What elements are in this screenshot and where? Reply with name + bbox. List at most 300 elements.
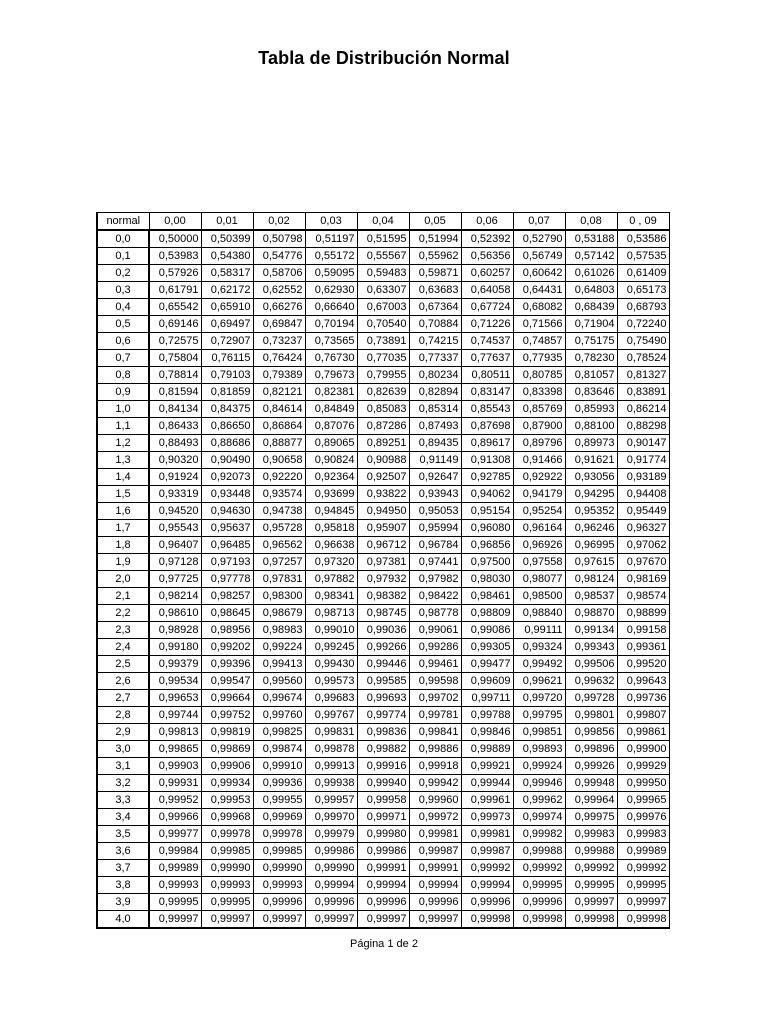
z-value-cell: 3,9 xyxy=(97,894,149,911)
probability-cell: 0,99720 xyxy=(513,690,565,707)
probability-cell: 0,74215 xyxy=(409,333,461,350)
probability-cell: 0,92073 xyxy=(201,469,253,486)
probability-cell: 0,77035 xyxy=(357,350,409,367)
probability-cell: 0,97500 xyxy=(461,554,513,571)
probability-cell: 0,98257 xyxy=(201,588,253,605)
probability-cell: 0,99585 xyxy=(357,673,409,690)
probability-cell: 0,99461 xyxy=(409,656,461,673)
column-header: 0,06 xyxy=(461,213,513,231)
probability-cell: 0,73891 xyxy=(357,333,409,350)
probability-cell: 0,84849 xyxy=(305,401,357,418)
probability-cell: 0,99807 xyxy=(617,707,669,724)
probability-cell: 0,99111 xyxy=(513,622,565,639)
probability-cell: 0,99995 xyxy=(201,894,253,911)
probability-cell: 0,99889 xyxy=(461,741,513,758)
probability-cell: 0,77337 xyxy=(409,350,461,367)
probability-cell: 0,99813 xyxy=(149,724,201,741)
probability-cell: 0,99997 xyxy=(149,911,201,929)
probability-cell: 0,86864 xyxy=(253,418,305,435)
probability-cell: 0,99989 xyxy=(149,860,201,877)
probability-cell: 0,99728 xyxy=(565,690,617,707)
table-row xyxy=(97,894,669,911)
z-value-cell: 4,0 xyxy=(97,911,149,929)
probability-cell: 0,90824 xyxy=(305,452,357,469)
probability-cell: 0,84134 xyxy=(149,401,201,418)
probability-cell: 0,89617 xyxy=(461,435,513,452)
probability-cell: 0,97062 xyxy=(617,537,669,554)
probability-cell: 0,95154 xyxy=(461,503,513,520)
probability-cell: 0,99946 xyxy=(513,775,565,792)
probability-cell: 0,54380 xyxy=(201,248,253,265)
probability-cell: 0,99711 xyxy=(461,690,513,707)
probability-cell: 0,62552 xyxy=(253,282,305,299)
probability-cell: 0,83398 xyxy=(513,384,565,401)
table-row xyxy=(97,333,669,350)
probability-cell: 0,70884 xyxy=(409,316,461,333)
probability-cell: 0,85314 xyxy=(409,401,461,418)
probability-cell: 0,99988 xyxy=(513,843,565,860)
probability-cell: 0,53983 xyxy=(149,248,201,265)
probability-cell: 0,96926 xyxy=(513,537,565,554)
probability-cell: 0,98778 xyxy=(409,605,461,622)
probability-cell: 0,99916 xyxy=(357,758,409,775)
probability-cell: 0,99996 xyxy=(513,894,565,911)
probability-cell: 0,95449 xyxy=(617,503,669,520)
probability-cell: 0,99929 xyxy=(617,758,669,775)
table-row xyxy=(97,724,669,741)
probability-cell: 0,99760 xyxy=(253,707,305,724)
probability-cell: 0,99984 xyxy=(149,843,201,860)
probability-cell: 0,99942 xyxy=(409,775,461,792)
table-row xyxy=(97,639,669,656)
z-value-cell: 3,3 xyxy=(97,792,149,809)
probability-cell: 0,98382 xyxy=(357,588,409,605)
probability-cell: 0,99674 xyxy=(253,690,305,707)
probability-cell: 0,84375 xyxy=(201,401,253,418)
probability-cell: 0,88100 xyxy=(565,418,617,435)
probability-cell: 0,97193 xyxy=(201,554,253,571)
probability-cell: 0,61409 xyxy=(617,265,669,282)
probability-cell: 0,77637 xyxy=(461,350,513,367)
probability-cell: 0,98713 xyxy=(305,605,357,622)
probability-cell: 0,91621 xyxy=(565,452,617,469)
probability-cell: 0,99966 xyxy=(149,809,201,826)
probability-cell: 0,93574 xyxy=(253,486,305,503)
table-row xyxy=(97,707,669,724)
probability-cell: 0,99683 xyxy=(305,690,357,707)
z-value-cell: 0,1 xyxy=(97,248,149,265)
probability-cell: 0,99158 xyxy=(617,622,669,639)
column-header: 0,02 xyxy=(253,213,305,231)
probability-cell: 0,99856 xyxy=(565,724,617,741)
probability-cell: 0,99983 xyxy=(565,826,617,843)
probability-cell: 0,99801 xyxy=(565,707,617,724)
z-value-cell: 1,8 xyxy=(97,537,149,554)
probability-cell: 0,99975 xyxy=(565,809,617,826)
z-value-cell: 1,1 xyxy=(97,418,149,435)
probability-cell: 0,95994 xyxy=(409,520,461,537)
probability-cell: 0,53188 xyxy=(565,230,617,248)
table-row xyxy=(97,622,669,639)
probability-cell: 0,53586 xyxy=(617,230,669,248)
table-row xyxy=(97,282,669,299)
probability-cell: 0,99971 xyxy=(357,809,409,826)
probability-cell: 0,99396 xyxy=(201,656,253,673)
probability-cell: 0,99913 xyxy=(305,758,357,775)
probability-cell: 0,99836 xyxy=(357,724,409,741)
probability-cell: 0,99981 xyxy=(461,826,513,843)
z-value-cell: 0,3 xyxy=(97,282,149,299)
probability-cell: 0,99982 xyxy=(513,826,565,843)
probability-cell: 0,59871 xyxy=(409,265,461,282)
probability-cell: 0,96327 xyxy=(617,520,669,537)
probability-cell: 0,74857 xyxy=(513,333,565,350)
probability-cell: 0,96995 xyxy=(565,537,617,554)
probability-cell: 0,76115 xyxy=(201,350,253,367)
probability-cell: 0,88493 xyxy=(149,435,201,452)
probability-cell: 0,55962 xyxy=(409,248,461,265)
z-value-cell: 2,1 xyxy=(97,588,149,605)
probability-cell: 0,99788 xyxy=(461,707,513,724)
probability-cell: 0,99996 xyxy=(409,894,461,911)
probability-cell: 0,99991 xyxy=(409,860,461,877)
probability-cell: 0,82894 xyxy=(409,384,461,401)
table-row xyxy=(97,316,669,333)
probability-cell: 0,90658 xyxy=(253,452,305,469)
probability-cell: 0,92220 xyxy=(253,469,305,486)
table-row xyxy=(97,350,669,367)
probability-cell: 0,81594 xyxy=(149,384,201,401)
probability-cell: 0,62930 xyxy=(305,282,357,299)
probability-cell: 0,99547 xyxy=(201,673,253,690)
probability-cell: 0,99978 xyxy=(253,826,305,843)
probability-cell: 0,96856 xyxy=(461,537,513,554)
probability-cell: 0,60257 xyxy=(461,265,513,282)
probability-cell: 0,63307 xyxy=(357,282,409,299)
probability-cell: 0,97932 xyxy=(357,571,409,588)
probability-cell: 0,55567 xyxy=(357,248,409,265)
probability-cell: 0,91774 xyxy=(617,452,669,469)
probability-cell: 0,99781 xyxy=(409,707,461,724)
probability-cell: 0,99953 xyxy=(201,792,253,809)
probability-cell: 0,71904 xyxy=(565,316,617,333)
probability-cell: 0,61026 xyxy=(565,265,617,282)
probability-cell: 0,98574 xyxy=(617,588,669,605)
probability-cell: 0,54776 xyxy=(253,248,305,265)
probability-cell: 0,97831 xyxy=(253,571,305,588)
probability-cell: 0,98870 xyxy=(565,605,617,622)
probability-cell: 0,79103 xyxy=(201,367,253,384)
probability-cell: 0,78814 xyxy=(149,367,201,384)
z-value-cell: 2,2 xyxy=(97,605,149,622)
probability-cell: 0,56356 xyxy=(461,248,513,265)
z-value-cell: 2,5 xyxy=(97,656,149,673)
probability-cell: 0,52392 xyxy=(461,230,513,248)
probability-cell: 0,89065 xyxy=(305,435,357,452)
probability-cell: 0,98745 xyxy=(357,605,409,622)
probability-cell: 0,99993 xyxy=(201,877,253,894)
probability-cell: 0,99861 xyxy=(617,724,669,741)
probability-cell: 0,99825 xyxy=(253,724,305,741)
probability-cell: 0,96562 xyxy=(253,537,305,554)
z-value-cell: 2,8 xyxy=(97,707,149,724)
z-value-cell: 0,6 xyxy=(97,333,149,350)
probability-cell: 0,57926 xyxy=(149,265,201,282)
probability-cell: 0,99430 xyxy=(305,656,357,673)
probability-cell: 0,90147 xyxy=(617,435,669,452)
probability-cell: 0,97882 xyxy=(305,571,357,588)
probability-cell: 0,99979 xyxy=(305,826,357,843)
column-header: 0,05 xyxy=(409,213,461,231)
probability-cell: 0,96164 xyxy=(513,520,565,537)
probability-cell: 0,99934 xyxy=(201,775,253,792)
probability-cell: 0,99324 xyxy=(513,639,565,656)
probability-cell: 0,99492 xyxy=(513,656,565,673)
probability-cell: 0,99413 xyxy=(253,656,305,673)
probability-cell: 0,89973 xyxy=(565,435,617,452)
probability-cell: 0,99997 xyxy=(357,911,409,929)
probability-cell: 0,99997 xyxy=(409,911,461,929)
probability-cell: 0,73237 xyxy=(253,333,305,350)
probability-cell: 0,99992 xyxy=(461,860,513,877)
probability-cell: 0,99010 xyxy=(305,622,357,639)
z-value-cell: 1,7 xyxy=(97,520,149,537)
probability-cell: 0,90490 xyxy=(201,452,253,469)
probability-cell: 0,58317 xyxy=(201,265,253,282)
probability-cell: 0,99924 xyxy=(513,758,565,775)
probability-cell: 0,99841 xyxy=(409,724,461,741)
probability-cell: 0,98956 xyxy=(201,622,253,639)
probability-cell: 0,50000 xyxy=(149,230,201,248)
probability-cell: 0,99993 xyxy=(149,877,201,894)
probability-cell: 0,97778 xyxy=(201,571,253,588)
z-value-cell: 0,4 xyxy=(97,299,149,316)
probability-cell: 0,99343 xyxy=(565,639,617,656)
probability-cell: 0,70540 xyxy=(357,316,409,333)
column-header: 0,01 xyxy=(201,213,253,231)
table-row xyxy=(97,860,669,877)
table-row xyxy=(97,265,669,282)
probability-cell: 0,59095 xyxy=(305,265,357,282)
table-row xyxy=(97,452,669,469)
probability-cell: 0,99990 xyxy=(305,860,357,877)
probability-cell: 0,80234 xyxy=(409,367,461,384)
probability-cell: 0,99609 xyxy=(461,673,513,690)
probability-cell: 0,98537 xyxy=(565,588,617,605)
probability-cell: 0,99736 xyxy=(617,690,669,707)
z-value-cell: 0,0 xyxy=(97,230,149,248)
probability-cell: 0,93943 xyxy=(409,486,461,503)
probability-cell: 0,97725 xyxy=(149,571,201,588)
table-row xyxy=(97,673,669,690)
table-row xyxy=(97,877,669,894)
probability-cell: 0,83891 xyxy=(617,384,669,401)
probability-cell: 0,75175 xyxy=(565,333,617,350)
probability-cell: 0,99948 xyxy=(565,775,617,792)
column-header: 0,04 xyxy=(357,213,409,231)
probability-cell: 0,94950 xyxy=(357,503,409,520)
probability-cell: 0,99878 xyxy=(305,741,357,758)
probability-cell: 0,99865 xyxy=(149,741,201,758)
probability-cell: 0,94845 xyxy=(305,503,357,520)
probability-cell: 0,99996 xyxy=(253,894,305,911)
probability-cell: 0,85993 xyxy=(565,401,617,418)
probability-cell: 0,99961 xyxy=(461,792,513,809)
probability-cell: 0,81057 xyxy=(565,367,617,384)
probability-cell: 0,94179 xyxy=(513,486,565,503)
table-row xyxy=(97,299,669,316)
probability-cell: 0,99996 xyxy=(357,894,409,911)
probability-cell: 0,99986 xyxy=(357,843,409,860)
probability-cell: 0,99993 xyxy=(253,877,305,894)
probability-cell: 0,99361 xyxy=(617,639,669,656)
table-row xyxy=(97,503,669,520)
probability-cell: 0,94062 xyxy=(461,486,513,503)
probability-cell: 0,96712 xyxy=(357,537,409,554)
probability-cell: 0,98899 xyxy=(617,605,669,622)
table-row xyxy=(97,367,669,384)
probability-cell: 0,95728 xyxy=(253,520,305,537)
probability-cell: 0,80785 xyxy=(513,367,565,384)
probability-cell: 0,99996 xyxy=(305,894,357,911)
probability-cell: 0,98809 xyxy=(461,605,513,622)
probability-cell: 0,91466 xyxy=(513,452,565,469)
z-value-cell: 3,1 xyxy=(97,758,149,775)
probability-cell: 0,99995 xyxy=(617,877,669,894)
probability-cell: 0,98645 xyxy=(201,605,253,622)
probability-cell: 0,99976 xyxy=(617,809,669,826)
probability-cell: 0,80511 xyxy=(461,367,513,384)
probability-cell: 0,99224 xyxy=(253,639,305,656)
probability-cell: 0,99036 xyxy=(357,622,409,639)
probability-cell: 0,99998 xyxy=(513,911,565,929)
probability-cell: 0,88298 xyxy=(617,418,669,435)
probability-cell: 0,94408 xyxy=(617,486,669,503)
probability-cell: 0,99744 xyxy=(149,707,201,724)
z-value-cell: 1,4 xyxy=(97,469,149,486)
z-value-cell: 0,9 xyxy=(97,384,149,401)
probability-cell: 0,65542 xyxy=(149,299,201,316)
probability-cell: 0,88877 xyxy=(253,435,305,452)
probability-cell: 0,99994 xyxy=(409,877,461,894)
probability-cell: 0,99960 xyxy=(409,792,461,809)
z-value-cell: 1,6 xyxy=(97,503,149,520)
probability-cell: 0,68793 xyxy=(617,299,669,316)
z-value-cell: 1,9 xyxy=(97,554,149,571)
probability-cell: 0,60642 xyxy=(513,265,565,282)
table-row xyxy=(97,469,669,486)
probability-cell: 0,79955 xyxy=(357,367,409,384)
table-row xyxy=(97,792,669,809)
probability-cell: 0,64803 xyxy=(565,282,617,299)
probability-cell: 0,81327 xyxy=(617,367,669,384)
probability-cell: 0,68082 xyxy=(513,299,565,316)
probability-cell: 0,86214 xyxy=(617,401,669,418)
table-row xyxy=(97,401,669,418)
page-footer: Página 1 de 2 xyxy=(350,938,418,950)
probability-cell: 0,98422 xyxy=(409,588,461,605)
probability-cell: 0,99952 xyxy=(149,792,201,809)
z-value-cell: 0,2 xyxy=(97,265,149,282)
probability-cell: 0,69497 xyxy=(201,316,253,333)
probability-cell: 0,85083 xyxy=(357,401,409,418)
probability-cell: 0,50399 xyxy=(201,230,253,248)
probability-cell: 0,51197 xyxy=(305,230,357,248)
probability-cell: 0,99202 xyxy=(201,639,253,656)
probability-cell: 0,99985 xyxy=(201,843,253,860)
probability-cell: 0,91924 xyxy=(149,469,201,486)
probability-cell: 0,89796 xyxy=(513,435,565,452)
probability-cell: 0,99973 xyxy=(461,809,513,826)
probability-cell: 0,99997 xyxy=(565,894,617,911)
probability-cell: 0,99972 xyxy=(409,809,461,826)
probability-cell: 0,99598 xyxy=(409,673,461,690)
z-value-cell: 3,6 xyxy=(97,843,149,860)
probability-cell: 0,62172 xyxy=(201,282,253,299)
probability-cell: 0,66276 xyxy=(253,299,305,316)
probability-cell: 0,99767 xyxy=(305,707,357,724)
column-header: 0,08 xyxy=(565,213,617,231)
probability-cell: 0,97441 xyxy=(409,554,461,571)
probability-cell: 0,99477 xyxy=(461,656,513,673)
probability-cell: 0,87493 xyxy=(409,418,461,435)
probability-cell: 0,71566 xyxy=(513,316,565,333)
probability-cell: 0,99931 xyxy=(149,775,201,792)
probability-cell: 0,92507 xyxy=(357,469,409,486)
probability-cell: 0,95352 xyxy=(565,503,617,520)
probability-cell: 0,92785 xyxy=(461,469,513,486)
table-row xyxy=(97,486,669,503)
z-value-cell: 3,7 xyxy=(97,860,149,877)
probability-cell: 0,85769 xyxy=(513,401,565,418)
probability-cell: 0,99998 xyxy=(461,911,513,929)
probability-cell: 0,99965 xyxy=(617,792,669,809)
table-row xyxy=(97,911,669,929)
probability-cell: 0,82121 xyxy=(253,384,305,401)
probability-cell: 0,97257 xyxy=(253,554,305,571)
table-row xyxy=(97,758,669,775)
probability-cell: 0,99990 xyxy=(253,860,305,877)
probability-cell: 0,99061 xyxy=(409,622,461,639)
probability-cell: 0,83646 xyxy=(565,384,617,401)
probability-cell: 0,99903 xyxy=(149,758,201,775)
probability-cell: 0,99983 xyxy=(617,826,669,843)
probability-cell: 0,79389 xyxy=(253,367,305,384)
probability-cell: 0,99896 xyxy=(565,741,617,758)
probability-cell: 0,95254 xyxy=(513,503,565,520)
table-row xyxy=(97,656,669,673)
probability-cell: 0,99886 xyxy=(409,741,461,758)
probability-cell: 0,99874 xyxy=(253,741,305,758)
probability-cell: 0,99882 xyxy=(357,741,409,758)
probability-cell: 0,51595 xyxy=(357,230,409,248)
probability-cell: 0,99985 xyxy=(253,843,305,860)
probability-cell: 0,82381 xyxy=(305,384,357,401)
probability-cell: 0,99926 xyxy=(565,758,617,775)
z-value-cell: 3,5 xyxy=(97,826,149,843)
z-value-cell: 0,5 xyxy=(97,316,149,333)
probability-cell: 0,94295 xyxy=(565,486,617,503)
probability-cell: 0,94520 xyxy=(149,503,201,520)
probability-cell: 0,57142 xyxy=(565,248,617,265)
probability-cell: 0,67724 xyxy=(461,299,513,316)
probability-cell: 0,87076 xyxy=(305,418,357,435)
probability-cell: 0,99266 xyxy=(357,639,409,656)
probability-cell: 0,87698 xyxy=(461,418,513,435)
probability-cell: 0,99990 xyxy=(201,860,253,877)
probability-cell: 0,99997 xyxy=(305,911,357,929)
z-value-cell: 0,8 xyxy=(97,367,149,384)
